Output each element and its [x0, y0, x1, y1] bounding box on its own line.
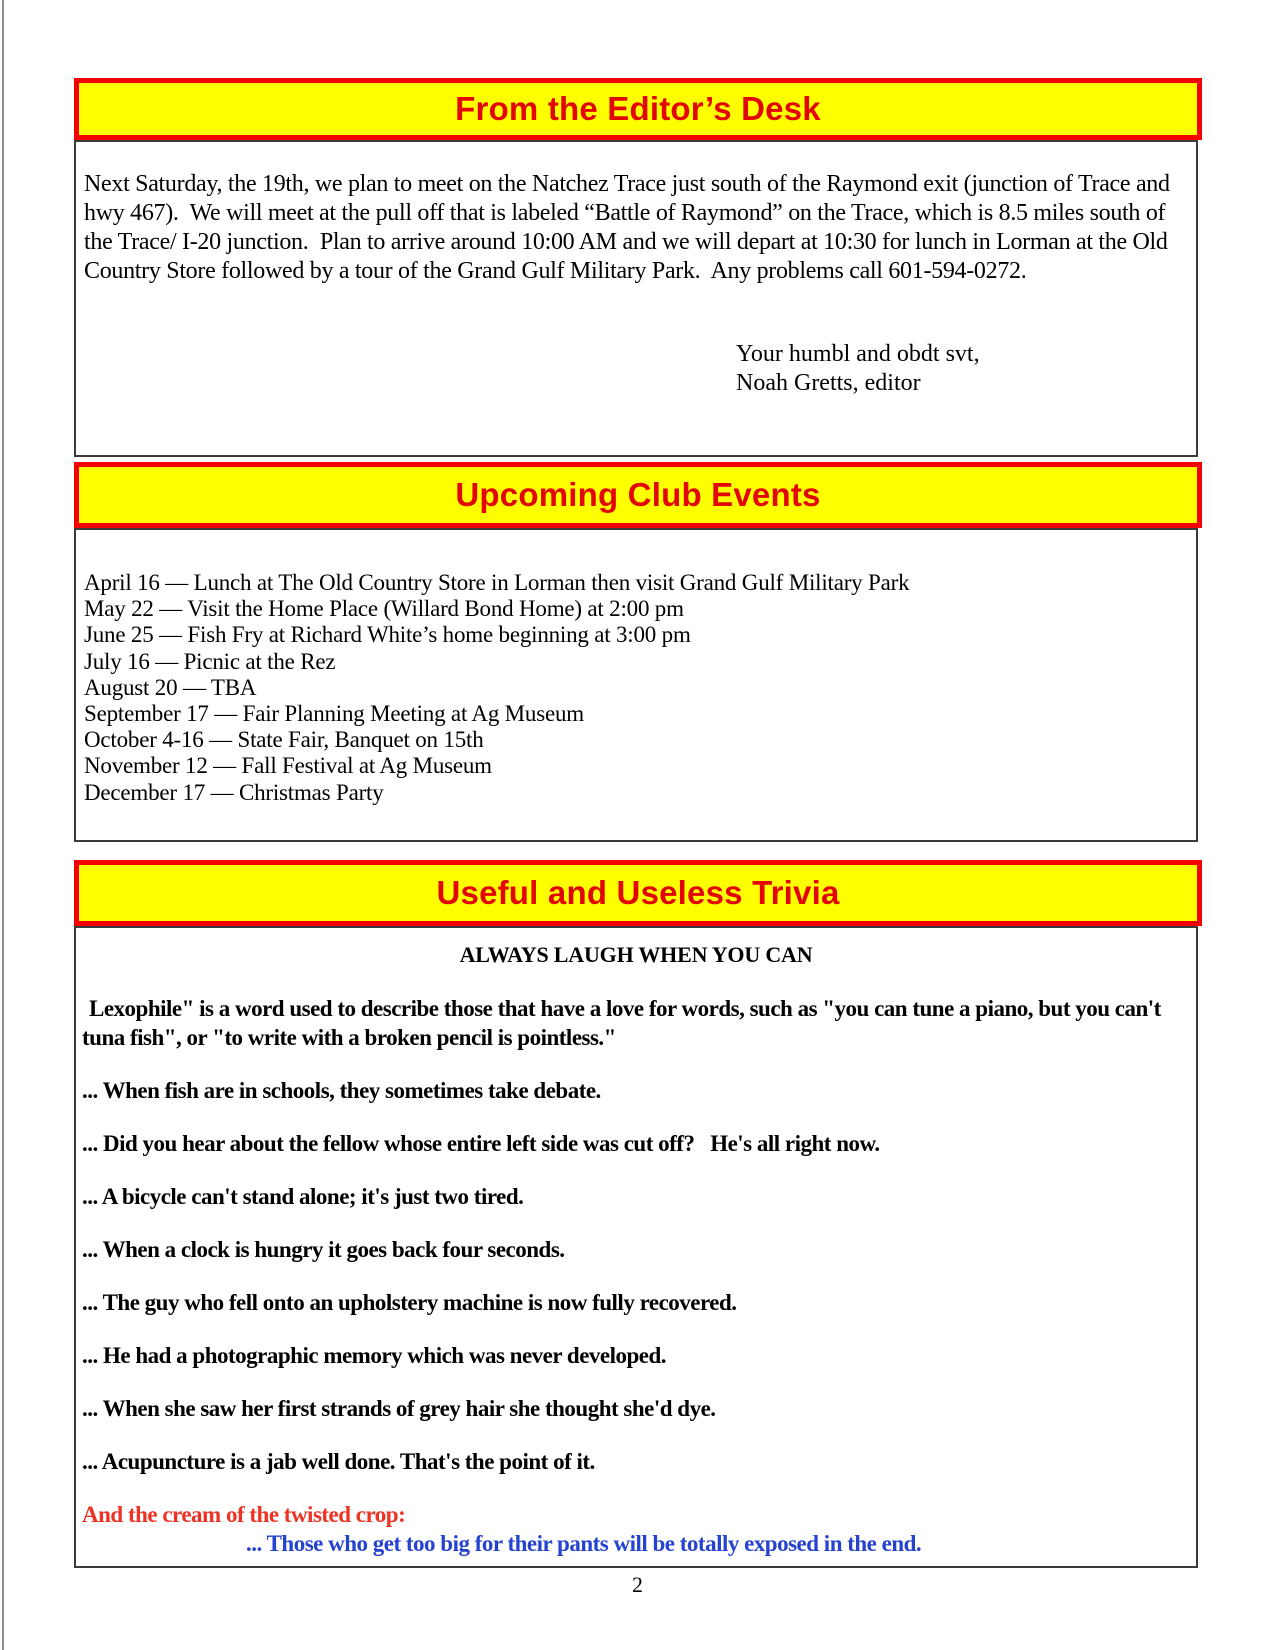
events-list: [84, 570, 1188, 806]
page-number: 2: [632, 1572, 643, 1597]
joke-item: ... He had a photographic memory which was never developed.: [82, 1343, 667, 1368]
trivia-section-banner: [74, 860, 1202, 926]
trivia-heading: ALWAYS LAUGH WHEN YOU CAN: [459, 942, 813, 967]
signature-line-1: Your humbl and obdt svt,: [736, 341, 980, 367]
page-edge-scan-line: [2, 0, 4, 1650]
editor-signature: [736, 340, 1196, 398]
editor-section-title: From the Editor’s Desk: [455, 90, 821, 127]
trivia-section-box: [74, 926, 1198, 1568]
events-section-banner: [74, 462, 1202, 528]
trivia-section-title: Useful and Useless Trivia: [436, 874, 840, 911]
event-item: June 25 — Fish Fry at Richard White’s home beginning at 3:00 pm: [84, 622, 691, 648]
event-item: August 20 — TBA: [84, 674, 257, 700]
joke-item: ... When fish are in schools, they sometimes take debate.: [82, 1078, 601, 1103]
event-item: May 22 — Visit the Home Place (Willard Bond Home) at 2:00 pm: [84, 596, 684, 622]
trivia-intro-paragraph: Lexophile" is a word used to describe those that have a love for words, such as "you can tune a piano, but you can't tuna fish", or "to write with a broken pencil is pointless.": [82, 996, 1167, 1050]
joke-item: ... When she saw her first strands of grey hair she thought she'd dye.: [82, 1396, 716, 1421]
event-item: July 16 — Picnic at the Rez: [84, 648, 336, 674]
joke-item: ... A bicycle can't stand alone; it's just two tired.: [82, 1184, 524, 1209]
event-item: December 17 — Christmas Party: [84, 779, 384, 805]
editor-body-paragraph: Next Saturday, the 19th, we plan to meet on the Natchez Trace just south of the Raymond exit (junction of Trace and hwy 467). We will meet at the pull off that is labeled “Battle of Raymond” on the Trace, which is 8.5 miles south of the Trace/ I-20 junction. Plan to arrive around 10:00 AM and we will depart at 10:30 for lunch in Lorman at the Old Country Store followed by a tour of the Grand Gulf Military Park. Any problems call 601-594-0272.: [84, 171, 1176, 284]
joke-item: ... Did you hear about the fellow whose entire left side was cut off? He's all right now.: [82, 1131, 880, 1156]
events-section-box: [74, 528, 1198, 842]
event-item: October 4-16 — State Fair, Banquet on 15th: [84, 727, 484, 753]
event-item: September 17 — Fair Planning Meeting at Ag Museum: [84, 701, 584, 727]
editor-section-box: [74, 140, 1198, 457]
jokes-list: [82, 1076, 1190, 1476]
signature-line-2: Noah Gretts, editor: [736, 370, 921, 396]
editor-section-banner: [74, 78, 1202, 140]
events-section-title: Upcoming Club Events: [455, 476, 821, 513]
trivia-closing-punchline: ... Those who get too big for their pants will be totally exposed in the end.: [246, 1531, 922, 1556]
joke-item: ... When a clock is hungry it goes back four seconds.: [82, 1237, 565, 1262]
event-item: April 16 — Lunch at The Old Country Store in Lorman then visit Grand Gulf Military Park: [84, 570, 910, 595]
joke-item: ... The guy who fell onto an upholstery machine is now fully recovered.: [82, 1290, 737, 1315]
joke-item: ... Acupuncture is a jab well done. That's the point of it.: [82, 1449, 595, 1474]
trivia-closing-label: And the cream of the twisted crop:: [82, 1502, 406, 1527]
event-item: November 12 — Fall Festival at Ag Museum: [84, 753, 492, 779]
